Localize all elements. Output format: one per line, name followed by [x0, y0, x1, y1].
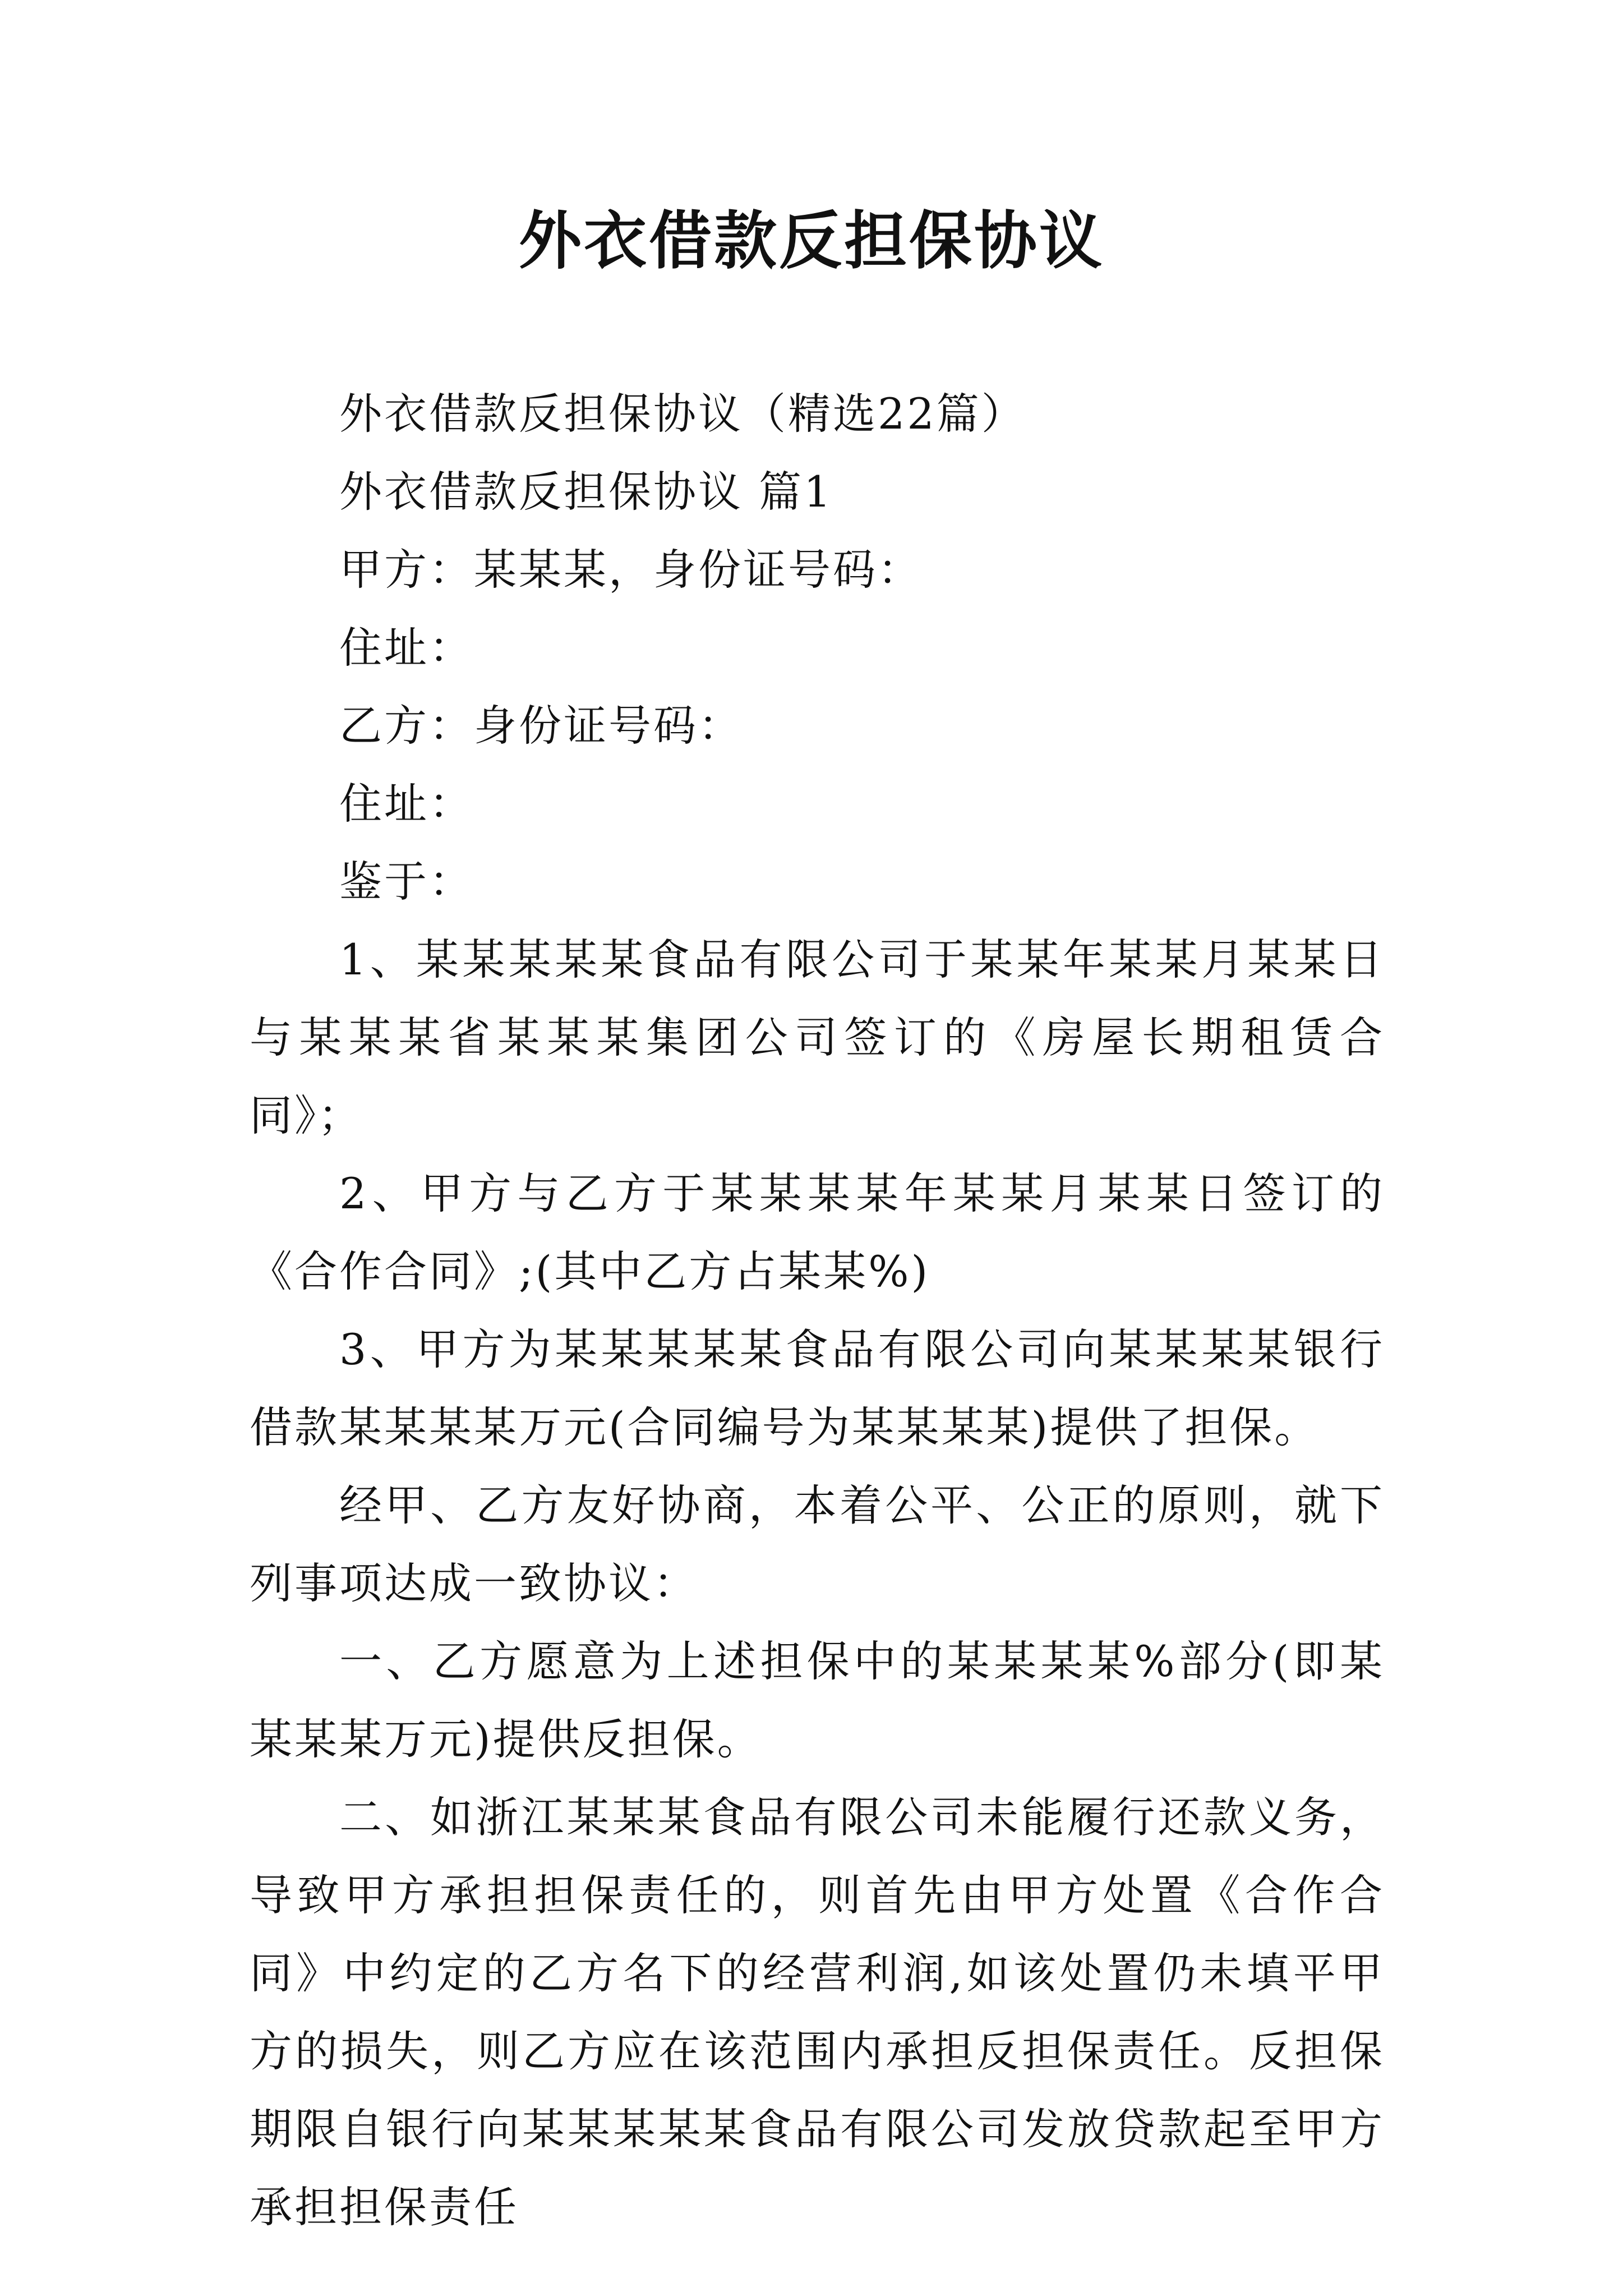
paragraph-section-heading: 外衣借款反担保协议 篇1	[339, 467, 833, 517]
paragraph-item-3: 3、甲方为某某某某某食品有限公司向某某某某银行借款某某某某万元(合同编号为某某某某)提供了担保。	[250, 1324, 1385, 1452]
paragraph-party-b: 乙方：身份证号码：	[339, 701, 743, 751]
paragraph-clause-1: 一、乙方愿意为上述担保中的某某某某%部分(即某某某某万元)提供反担保。	[250, 1636, 1385, 1764]
paragraph-agreement-intro: 经甲、乙方友好协商，本着公平、公正的原则，就下列事项达成一致协议：	[250, 1480, 1385, 1608]
document-body	[250, 375, 1385, 2246]
paragraph-whereas: 鉴于：	[339, 857, 474, 907]
paragraph-party-a: 甲方：某某某，身份证号码：	[339, 545, 923, 595]
paragraph-item-2: 2、甲方与乙方于某某某某年某某月某某日签订的《合作合同》;(其中乙方占某某%)	[250, 1168, 1385, 1296]
paragraph-subtitle: 外衣借款反担保协议（精选22篇）	[339, 389, 1026, 439]
paragraph-clause-2: 二、如浙江某某某食品有限公司未能履行还款义务，导致甲方承担担保责任的，则首先由甲方处置《合作合同》中约定的乙方名下的经营利润,如该处置仍未填平甲方的损失，则乙方应在该范围内承担反担保责任。反担保期限自银行向某某某某某食品有限公司发放贷款起至甲方承担担保责任	[250, 1792, 1385, 2232]
paragraph-party-b-address: 住址：	[339, 779, 474, 829]
paragraph-item-1: 1、某某某某某食品有限公司于某某年某某月某某日与某某某省某某某集团公司签订的《房屋长期租赁合同》；	[250, 935, 1385, 1140]
document-title: 外衣借款反担保协议	[519, 204, 1104, 278]
paragraph-party-a-address: 住址：	[339, 623, 474, 673]
